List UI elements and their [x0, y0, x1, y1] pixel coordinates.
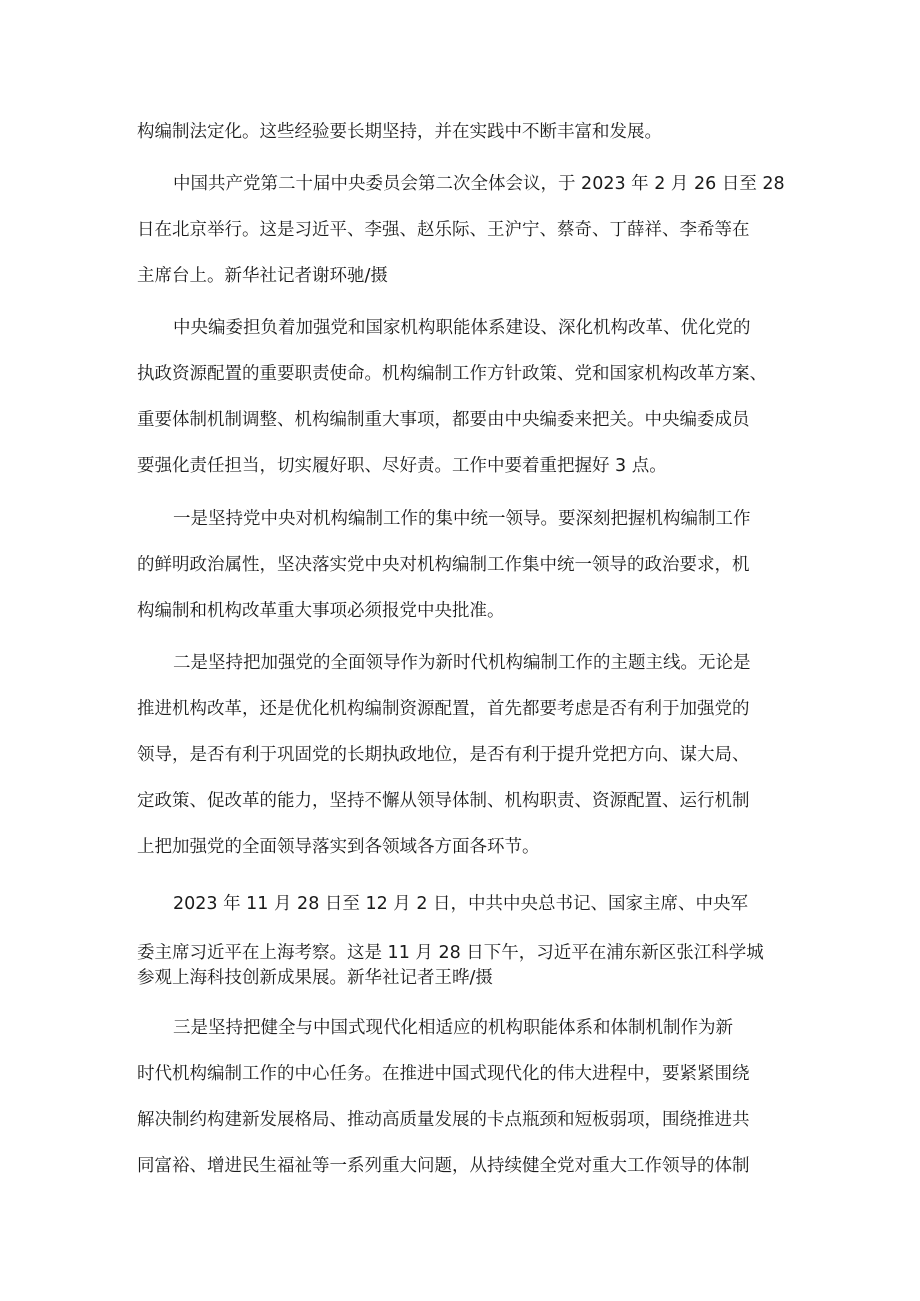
paragraph-line: 上把加强党的全面领导落实到各领域各方面各环节。	[137, 837, 540, 857]
paragraph-line: 构编制和机构改革重大事项必须报党中央批准。	[137, 601, 505, 621]
paragraph-line: 要强化责任担当，切实履好职、尽好责。工作中要着重把握好 3 点。	[137, 456, 667, 476]
photo-caption-line: 中国共产党第二十届中央委员会第二次全体会议，于 2023 年 2 月 26 日至 28	[173, 174, 785, 194]
photo-caption-line: 参观上海科技创新成果展。新华社记者王晔/摄	[137, 968, 493, 988]
paragraph-line: 三是坚持把健全与中国式现代化相适应的机构职能体系和体制机制作为新	[173, 1018, 733, 1038]
paragraph-line: 解决制约构建新发展格局、推动高质量发展的卡点瓶颈和短板弱项，围绕推进共	[137, 1110, 750, 1130]
paragraph-continuation-line: 构编制法定化。这些经验要长期坚持，并在实践中不断丰富和发展。	[137, 122, 662, 142]
paragraph-line: 的鲜明政治属性，坚决落实党中央对机构编制工作集中统一领导的政治要求，机	[137, 555, 750, 575]
paragraph-line: 领导，是否有利于巩固党的长期执政地位，是否有利于提升党把方向、谋大局、	[137, 745, 750, 765]
paragraph-line: 执政资源配置的重要职责使命。机构编制工作方针政策、党和国家机构改革方案、	[137, 364, 767, 384]
paragraph-line: 推进机构改革，还是优化机构编制资源配置，首先都要考虑是否有利于加强党的	[137, 699, 750, 719]
paragraph-line: 一是坚持党中央对机构编制工作的集中统一领导。要深刻把握机构编制工作	[173, 509, 751, 529]
paragraph-line: 重要体制机制调整、机构编制重大事项，都要由中央编委来把关。中央编委成员	[137, 410, 750, 430]
paragraph-line: 时代机构编制工作的中心任务。在推进中国式现代化的伟大进程中，要紧紧围绕	[137, 1064, 750, 1084]
paragraph-line: 同富裕、增进民生福祉等一系列重大问题，从持续健全党对重大工作领导的体制	[137, 1156, 750, 1176]
paragraph-line: 定政策、促改革的能力，坚持不懈从领导体制、机构职责、资源配置、运行机制	[137, 791, 750, 811]
photo-caption-line: 主席台上。新华社记者谢环驰/摄	[137, 266, 388, 286]
paragraph-line: 中央编委担负着加强党和国家机构职能体系建设、深化机构改革、优化党的	[173, 318, 751, 338]
photo-caption-line: 日在北京举行。这是习近平、李强、赵乐际、王沪宁、蔡奇、丁薛祥、李希等在	[137, 220, 750, 240]
photo-caption-line: 2023 年 11 月 28 日至 12 月 2 日，中共中央总书记、国家主席、中央军	[173, 894, 749, 914]
photo-caption-line: 委主席习近平在上海考察。这是 11 月 28 日下午，习近平在浦东新区张江科学城	[137, 943, 764, 963]
paragraph-line: 二是坚持把加强党的全面领导作为新时代机构编制工作的主题主线。无论是	[173, 653, 751, 673]
